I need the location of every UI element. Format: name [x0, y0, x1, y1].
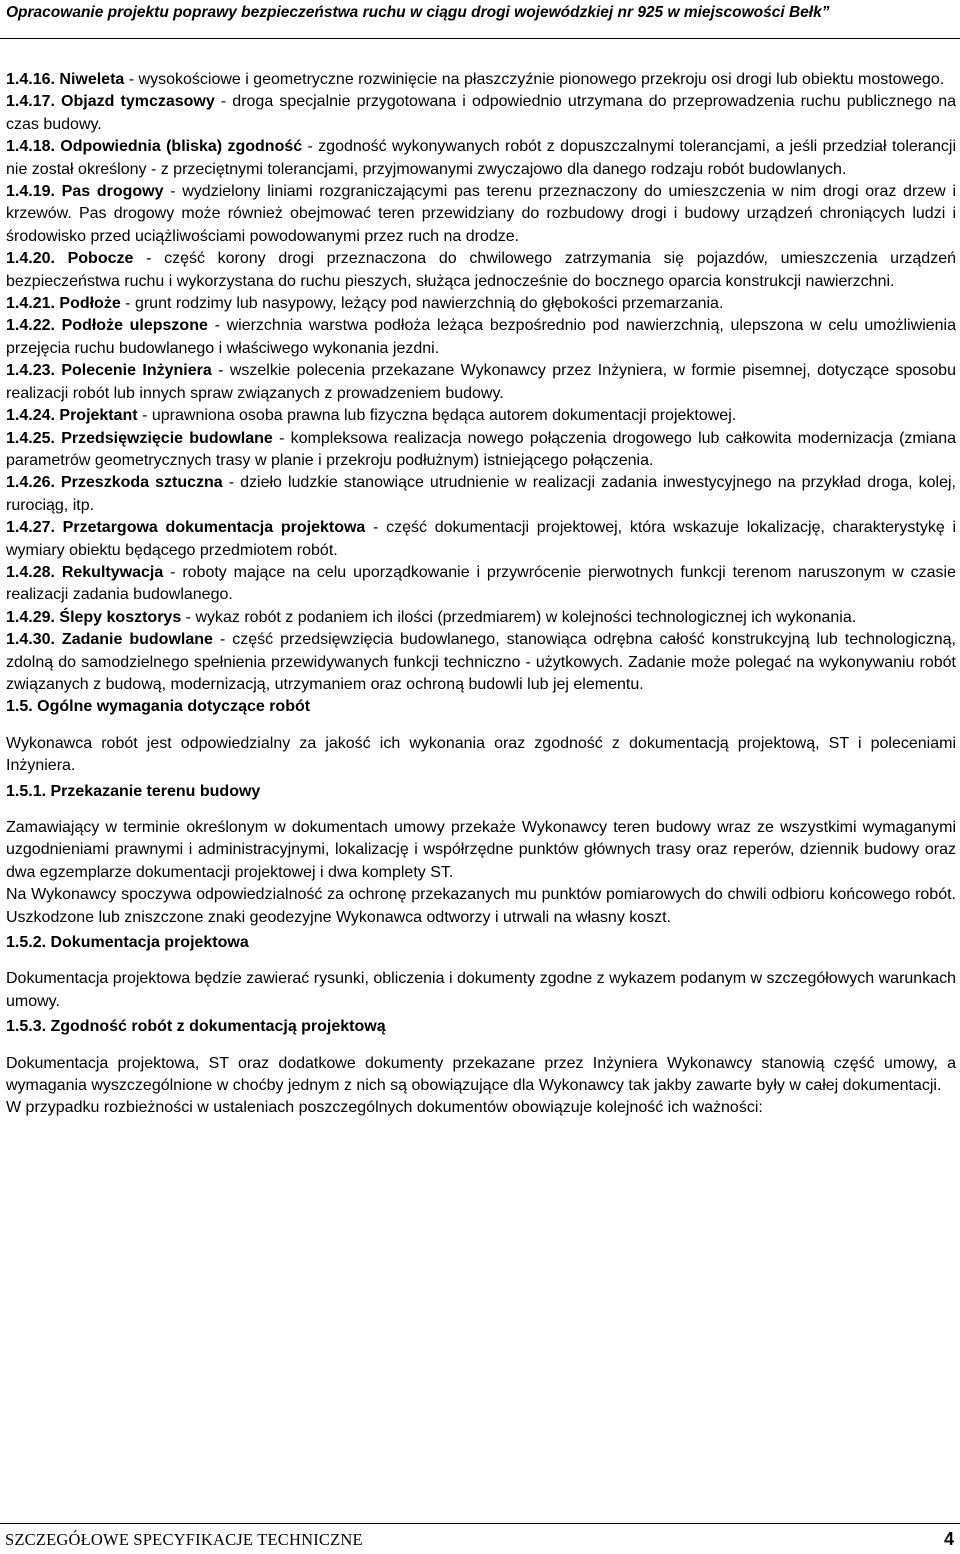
document-title: Opracowanie projektu poprawy bezpieczeństwa ruchu w ciągu drogi wojewódzkiej nr 925 w miejscowości Bełk” — [6, 4, 830, 21]
definition-term-text: Rekultywacja — [61, 563, 164, 581]
definition-text: - część przedsięwzięcia budowlanego, stanowiąca odrębna całość konstrukcyjną lub technologiczną, zdolną do samodzielnego spełnienia przewidywanych funkcji techniczno - użytkowych. Zadanie może polegać na wykonywaniu robót związanych z budową, modernizacją, utrzymaniem oraz ochroną budowli lub jej elementu. — [6, 631, 956, 693]
definition-term-text: Przedsięwzięcie budowlane — [61, 429, 273, 447]
definition-number: 1.4.28. — [6, 563, 55, 581]
definition-term — [6, 93, 215, 110]
definition-entry — [6, 629, 956, 696]
definition-entry — [6, 405, 956, 427]
definition-number: 1.4.29. — [6, 608, 55, 626]
definition-number: 1.4.23. — [6, 362, 55, 380]
definition-term-text: Niweleta — [59, 71, 125, 88]
definition-number: 1.4.21. — [6, 295, 55, 313]
definition-term-text: Polecenie Inżyniera — [61, 362, 212, 380]
section-heading: 1.5. Ogólne wymagania dotyczące robót — [6, 698, 311, 716]
definition-text: - kompleksowa realizacja nowego połączenia drogowego lub całkowita modernizacja (zmiana parametrów geometrycznych trasy w planie i przekroju podłużnym) istniejącego połączenia. — [6, 429, 957, 469]
definition-term — [6, 407, 138, 424]
definition-entry — [6, 293, 956, 315]
definition-text: - wysokościowe i geometryczne rozwinięcie na płaszczyźnie pionowego przekroju osi drogi lub obiektu mostowego. — [124, 71, 945, 88]
definition-term-text: Projektant — [59, 407, 138, 425]
definition-entry — [6, 91, 956, 136]
definition-text: - zgodność wykonywanych robót z dopuszczalnymi tolerancjami, a jeśli przedział tolerancji nie został określony - z przeciętnymi tolerancjami, przyjmowanymi zwyczajowo dla danego rodzaju robót budowlanych. — [6, 138, 957, 178]
definition-text: - wykaz robót z podaniem ich ilości (przedmiarem) w kolejności technologicznej ich wykonania. — [181, 608, 857, 626]
definition-text: - roboty mające na celu uporządkowanie i przywrócenie pierwotnych funkcji terenom naruszonym w czasie realizacji zadania budowlanego. — [6, 563, 956, 604]
definition-entry — [6, 607, 956, 629]
definition-text: - wszelkie polecenia przekazane Wykonawcy przez Inżyniera, w formie pisemnej, dotyczące sposobu realizacji robót lub innych spraw związanych z prowadzeniem budowy. — [6, 362, 956, 402]
footer-label: SZCZEGÓŁOWE SPECYFIKACJE TECHNICZNE — [5, 1530, 363, 1549]
section-paragraph: Wykonawca robót jest odpowiedzialny za jakość ich wykonania oraz zgodność z dokumentacją projektową, ST i poleceniami Inżyniera. — [6, 734, 956, 775]
definition-entry — [6, 181, 956, 248]
definition-term — [6, 295, 121, 312]
definition-term — [6, 609, 181, 626]
section-paragraph: Dokumentacja projektowa, ST oraz dodatkowe dokumenty przekazane przez Inżyniera Wykonawcy stanowią część umowy, a wymagania wyszczególnione w choćby jednym z nich są obowiązujące dla Wykonawcy tak jakby zawarte były w całej dokumentacji. — [6, 1054, 956, 1095]
definition-entry — [6, 69, 956, 91]
definition-number: 1.4.18. — [6, 138, 55, 156]
definition-number: 1.4.30. — [6, 631, 55, 649]
definition-text: - wierzchnia warstwa podłoża leżąca bezpośrednio pod nawierzchnią, ulepszona w celu umożliwienia przejęcia ruchu budowlanego i właściwego wykonania jezdni. — [6, 317, 957, 357]
definition-entry — [6, 517, 956, 562]
definition-number: 1.4.27. — [6, 519, 55, 537]
definition-text: - droga specjalnie przygotowana i odpowiednio utrzymana do przeprowadzenia ruchu publicznego na czas budowy. — [6, 93, 957, 133]
section-heading: 1.5.1. Przekazanie terenu budowy — [6, 782, 261, 800]
definition-number: 1.4.17. — [6, 93, 55, 111]
page-number: 4 — [943, 1529, 954, 1549]
definition-number: 1.4.16. — [6, 71, 55, 88]
document-body — [6, 69, 956, 1120]
section-paragraph: Zamawiający w terminie określonym w dokumentach umowy przekaże Wykonawcy teren budowy wraz ze wszystkimi wymaganymi uzgodnieniami prawnymi i administracyjnymi, lokalizację i współrzędne punktów głównych trasy oraz reperów, dziennik budowy oraz dwa egzemplarze dokumentacji projektowej i dwa komplety ST. — [6, 819, 956, 881]
definition-term — [6, 317, 208, 334]
definition-term-text: Pas drogowy — [61, 183, 164, 201]
definition-term-text: Odpowiednia (bliska) zgodność — [60, 138, 303, 156]
definition-text: - uprawniona osoba prawna lub fizyczna będąca autorem dokumentacji projektowej. — [137, 407, 737, 425]
definition-term-text: Przeszkoda sztuczna — [61, 474, 223, 492]
definition-text: - dzieło ludzkie stanowiące utrudnienie w realizacji zadania inwestycyjnego na przykład droga, kolej, rurociąg, itp. — [6, 474, 956, 514]
definition-term — [6, 519, 365, 536]
definition-term-text: Podłoże ulepszone — [61, 317, 208, 335]
definition-term — [6, 183, 164, 200]
page-header — [0, 0, 960, 39]
definition-term — [6, 430, 273, 447]
definition-entry — [6, 428, 956, 473]
section-paragraph: Dokumentacja projektowa będzie zawierać rysunki, obliczenia i dokumenty zgodne z wykazem podanym w szczegółowych warunkach umowy. — [6, 970, 956, 1010]
definition-term-text: Ślepy kosztorys — [59, 608, 182, 626]
definition-term — [6, 71, 124, 88]
definition-term-text: Podłoże — [59, 295, 121, 313]
section-paragraph: W przypadku rozbieżności w ustaleniach poszczególnych dokumentów obowiązuje kolejność ich ważności: — [6, 1099, 763, 1117]
definition-text: - wydzielony liniami rozgraniczającymi pas terenu przeznaczony do umieszczenia w nim drogi oraz drzew i krzewów. Pas drogowy może również obejmować teren przewidziany do rozbudowy drogi i budowy urządzeń chroniących ludzi i środowisko przed uciążliwościami powodowanymi przez ruch na drodze. — [6, 183, 957, 245]
definition-term — [6, 250, 133, 267]
definition-text: - część korony drogi przeznaczona do chwilowego zatrzymania się pojazdów, umieszczenia urządzeń bezpieczeństwa ruchu i wykorzystana do ruchu pieszych, służąca jednocześnie do bocznego oparcia konstrukcji nawierzchni. — [6, 250, 956, 290]
definition-number: 1.4.22. — [6, 317, 55, 335]
section-heading: 1.5.3. Zgodność robót z dokumentacją projektową — [6, 1018, 386, 1036]
definition-term — [6, 631, 213, 648]
definition-entry — [6, 315, 956, 360]
definition-term-text: Pobocze — [67, 250, 134, 268]
definition-term — [6, 362, 212, 379]
definition-entry — [6, 360, 956, 405]
section-heading: 1.5.2. Dokumentacja projektowa — [6, 934, 249, 952]
definition-term — [6, 474, 223, 491]
definition-term — [6, 564, 163, 581]
definition-term — [6, 138, 302, 155]
page-footer — [0, 1523, 960, 1554]
definition-entry — [6, 136, 956, 181]
sections-list — [6, 696, 956, 1120]
definition-number: 1.4.26. — [6, 474, 55, 492]
definition-term-text: Przetargowa dokumentacja projektowa — [62, 519, 366, 537]
definition-term-text: Zadanie budowlane — [61, 631, 213, 649]
definitions-list — [6, 69, 956, 696]
definition-entry — [6, 472, 956, 517]
definition-number: 1.4.20. — [6, 250, 55, 268]
definition-entry — [6, 248, 956, 293]
definition-number: 1.4.25. — [6, 429, 55, 447]
definition-number: 1.4.24. — [6, 407, 55, 425]
section-paragraph: Na Wykonawcy spoczywa odpowiedzialność za ochronę przekazanych mu punktów pomiarowych do chwili odbioru końcowego robót. Uszkodzone lub zniszczone znaki geodezyjne Wykonawca odtworzy i utrwali na własny koszt. — [6, 886, 956, 926]
definition-text: - grunt rodzimy lub nasypowy, leżący pod nawierzchnią do głębokości przemarzania. — [120, 295, 724, 313]
definition-text: - część dokumentacji projektowej, która wskazuje lokalizację, charakterystykę i wymiary obiektu będącego przedmiotem robót. — [6, 519, 957, 559]
definition-entry — [6, 562, 956, 607]
definition-term-text: Objazd tymczasowy — [61, 93, 215, 111]
definition-number: 1.4.19. — [6, 183, 55, 201]
